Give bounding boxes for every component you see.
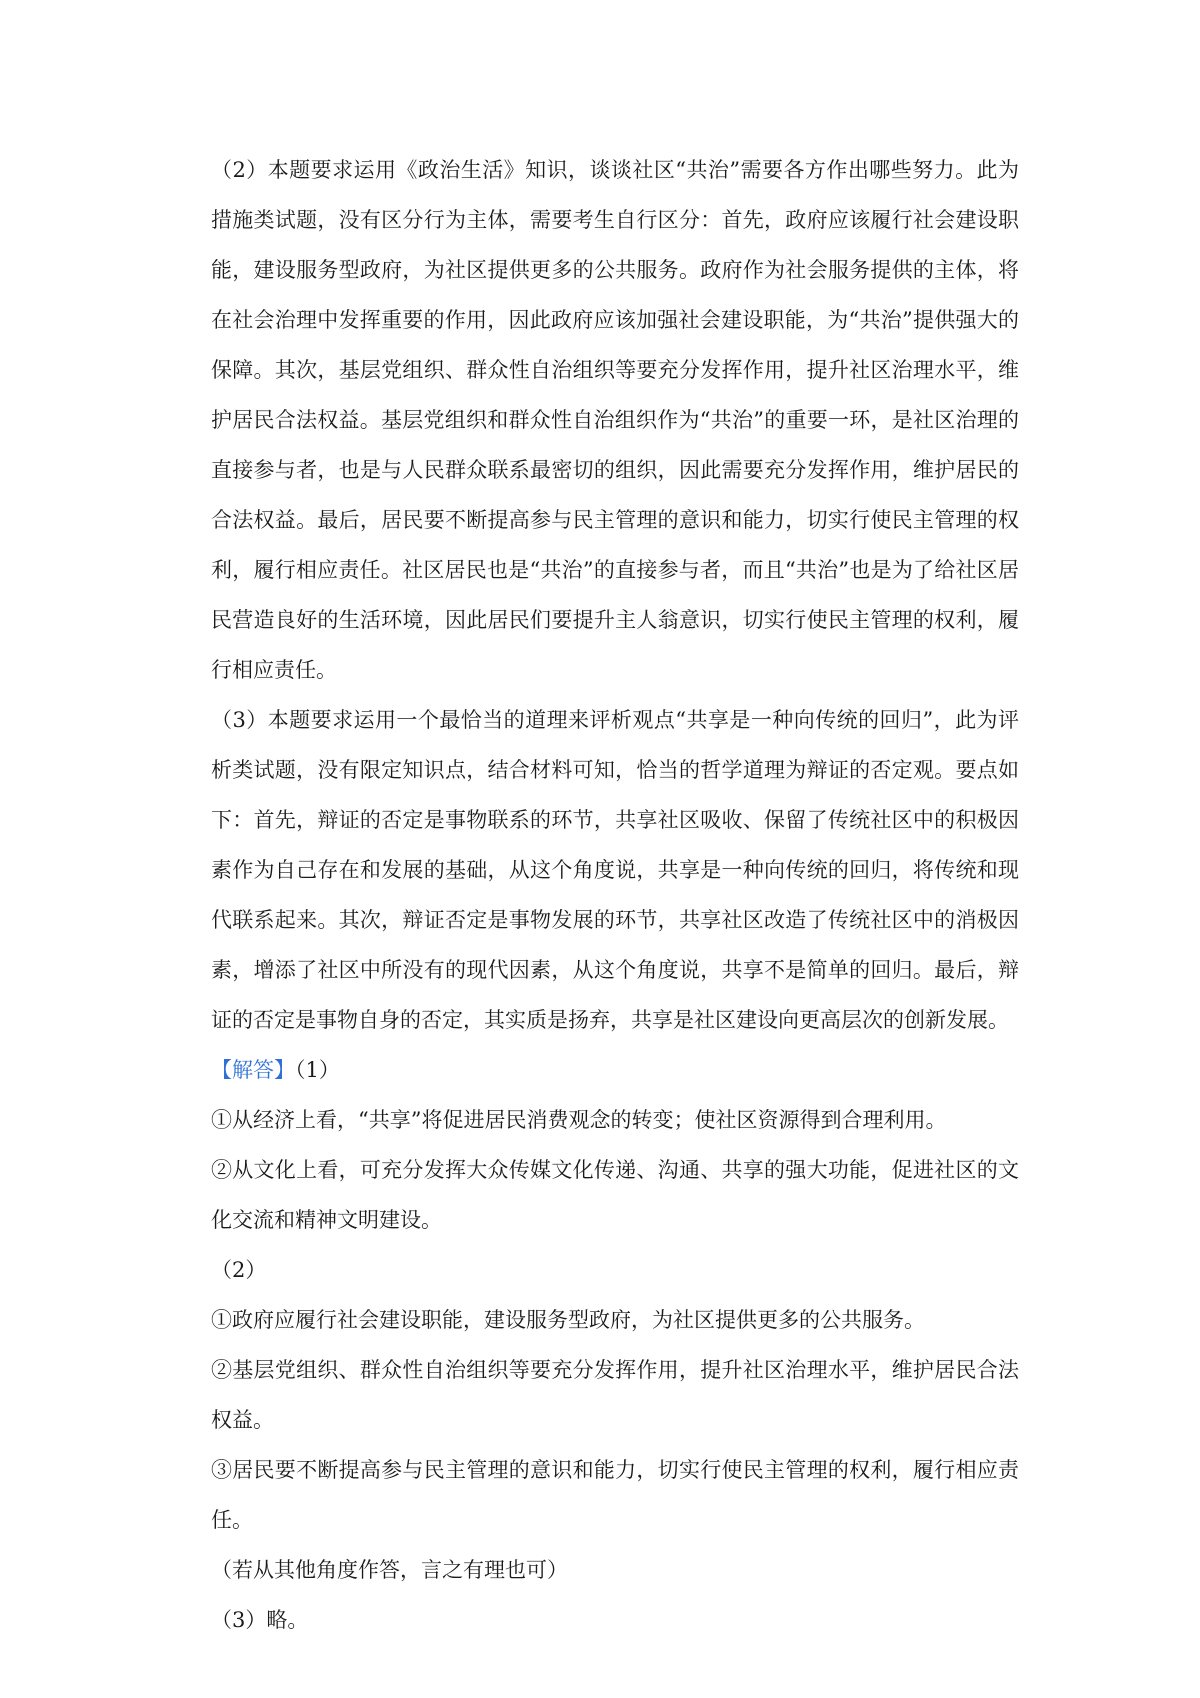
answer-note: （若从其他角度作答，言之有理也可） bbox=[211, 1558, 568, 1582]
answer-part2-item2: ②基层党组织、群众性自治组织等要充分发挥作用，提升社区治理水平，维护居民合法权益。 bbox=[211, 1358, 1019, 1432]
answer-part2-item1: ①政府应履行社会建设职能，建设服务型政府，为社区提供更多的公共服务。 bbox=[211, 1308, 925, 1332]
answer-part2-item3: ③居民要不断提高参与民主管理的意识和能力，切实行使民主管理的权利，履行相应责任。 bbox=[211, 1458, 1019, 1532]
analysis-paragraph-2: （2）本题要求运用《政治生活》知识，谈谈社区“共治”需要各方作出哪些努力。此为措施类试题，没有区分行为主体，需要考生自行区分：首先，政府应该履行社会建设职能，建设服务型政府，为社区提供更多的公共服务。政府作为社会服务提供的主体，将在社会治理中发挥重要的作用，因此政府应该加强社会建设职能，为“共治”提供强大的保障。其次，基层党组织、群众性自治组织等要充分发挥作用，提升社区治理水平，维护居民合法权益。基层党组织和群众性自治组织作为“共治”的重要一环，是社区治理的直接参与者，也是与人民群众联系最密切的组织，因此需要充分发挥作用，维护居民的合法权益。最后，居民要不断提高参与民主管理的意识和能力，切实行使民主管理的权利，履行相应责任。社区居民也是“共治”的直接参与者，而且“共治”也是为了给社区居民营造良好的生活环境，因此居民们要提升主人翁意识，切实行使民主管理的权利，履行相应责任。 bbox=[211, 158, 1019, 682]
answer-label: 【解答】 bbox=[211, 1058, 295, 1082]
answer-part1-item2: ②从文化上看，可充分发挥大众传媒文化传递、沟通、共享的强大功能，促进社区的文化交流和精神文明建设。 bbox=[211, 1158, 1019, 1232]
answer-part3: （3）略。 bbox=[211, 1608, 309, 1632]
answer-part1-item1: ①从经济上看，“共享”将促进居民消费观念的转变；使社区资源得到合理利用。 bbox=[211, 1108, 947, 1132]
analysis-paragraph-3: （3）本题要求运用一个最恰当的道理来评析观点“共享是一种向传统的回归”，此为评析类试题，没有限定知识点，结合材料可知，恰当的哲学道理为辩证的否定观。要点如下：首先，辩证的否定是事物联系的环节，共享社区吸收、保留了传统社区中的积极因素作为自己存在和发展的基础，从这个角度说，共享是一种向传统的回归，将传统和现代联系起来。其次，辩证否定是事物发展的环节，共享社区改造了传统社区中的消极因素，增添了社区中所没有的现代因素，从这个角度说，共享不是简单的回归。最后，辩证的否定是事物自身的否定，其实质是扬弃，共享是社区建设向更高层次的创新发展。 bbox=[211, 708, 1019, 1032]
document-page bbox=[211, 145, 1019, 1645]
answer-part2-number: （2） bbox=[211, 1258, 267, 1282]
answer-heading bbox=[211, 1045, 1019, 1095]
answer-part1-number: （1） bbox=[295, 1058, 340, 1082]
